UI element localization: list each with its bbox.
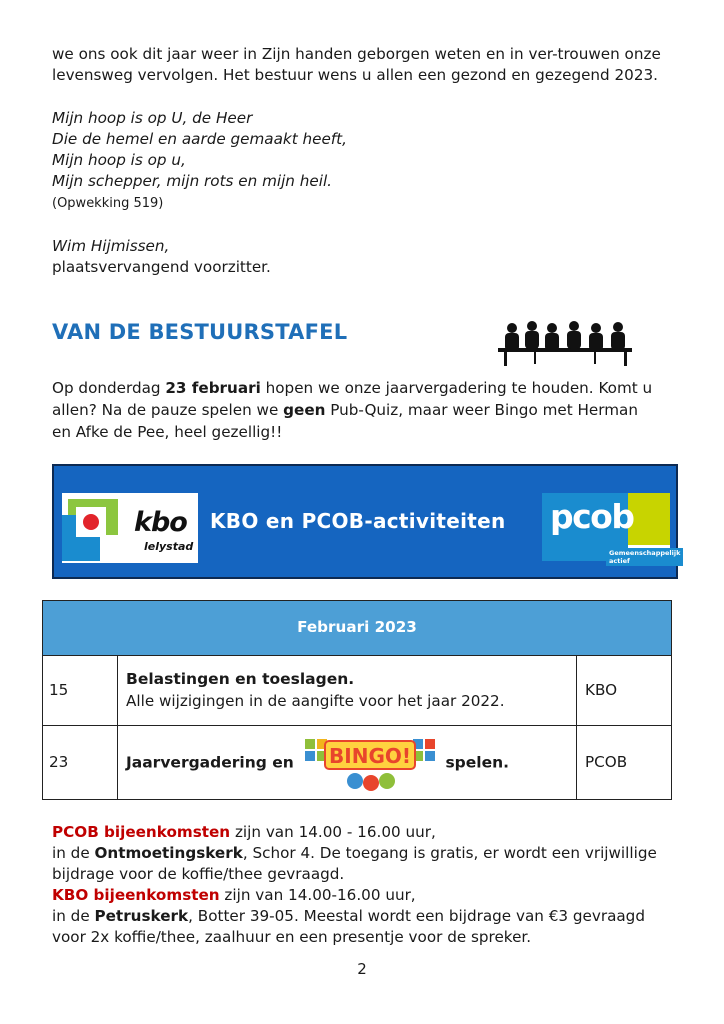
- table-row: [43, 656, 672, 726]
- meeting-silhouette-icon: [494, 318, 636, 368]
- pcob-meetings-line-1: PCOB bijeenkomsten zijn van 14.00 - 16.00 uur,: [52, 823, 436, 841]
- row-day: 15: [43, 656, 118, 726]
- table-row: [43, 726, 672, 800]
- row-description: Belastingen en toeslagen. Alle wijzigingen in de aangifte voor het jaar 2022.: [118, 656, 577, 726]
- intro-line-2: levensweg vervolgen. Het bestuur wens u allen een gezond en gezegend 2023.: [52, 66, 658, 84]
- activities-table: [42, 600, 672, 800]
- table-header: Februari 2023: [43, 601, 672, 656]
- kbo-meetings-line-2: in de Petruskerk, Botter 39-05. Meestal wordt een bijdrage van €3 gevraagd: [52, 907, 645, 925]
- section-paragraph-line-1: Op donderdag 23 februari hopen we onze jaarvergadering te houden. Komt u: [52, 379, 653, 397]
- section-paragraph-line-2: allen? Na de pauze spelen we geen Pub-Quiz, maar weer Bingo met Herman: [52, 401, 638, 419]
- svg-text:BINGO!: BINGO!: [328, 743, 411, 768]
- pcob-meetings-line-3: bijdrage voor de koffie/thee gevraagd.: [52, 865, 345, 883]
- kbo-logo: kbo lelystad: [62, 493, 198, 563]
- row-organisation: PCOB: [577, 726, 672, 800]
- kbo-meetings-line-3: voor 2x koffie/thee, zaalhuur en een presentje voor de spreker.: [52, 928, 532, 946]
- bingo-image: [303, 731, 437, 795]
- intro-line-1: we ons ook dit jaar weer in Zijn handen geborgen weten en in ver-trouwen onze: [52, 45, 661, 63]
- table-header-row: [43, 601, 672, 656]
- pcob-meetings-line-2: in de Ontmoetingskerk, Schor 4. De toegang is gratis, er wordt een vrijwillige: [52, 844, 657, 862]
- poem-line-4: Mijn schepper, mijn rots en mijn heil.: [52, 172, 332, 190]
- page-number: 2: [357, 960, 367, 978]
- poem-line-3: Mijn hoop is op u,: [52, 151, 186, 169]
- banner-title: KBO en PCOB-activiteiten: [210, 509, 506, 533]
- section-paragraph-line-3: en Afke de Pee, heel gezellig!!: [52, 423, 283, 441]
- row-organisation: KBO: [577, 656, 672, 726]
- activities-banner: [52, 464, 681, 579]
- poem-line-2: Die de hemel en aarde gemaakt heeft,: [52, 130, 347, 148]
- poem-source: (Opwekking 519): [52, 196, 164, 211]
- signature-name: Wim Hijmissen,: [52, 237, 170, 255]
- signature-role: plaatsvervangend voorzitter.: [52, 258, 271, 276]
- pcob-logo: pcob Gemeenschappelijk actief: [542, 493, 670, 561]
- kbo-meetings-line-1: KBO bijeenkomsten zijn van 14.00-16.00 uur,: [52, 886, 416, 904]
- poem-line-1: Mijn hoop is op U, de Heer: [52, 109, 253, 127]
- row-description: Jaarvergadering en BINGO! spelen.: [118, 726, 577, 800]
- section-heading: VAN DE BESTUURSTAFEL: [52, 320, 348, 344]
- row-day: 23: [43, 726, 118, 800]
